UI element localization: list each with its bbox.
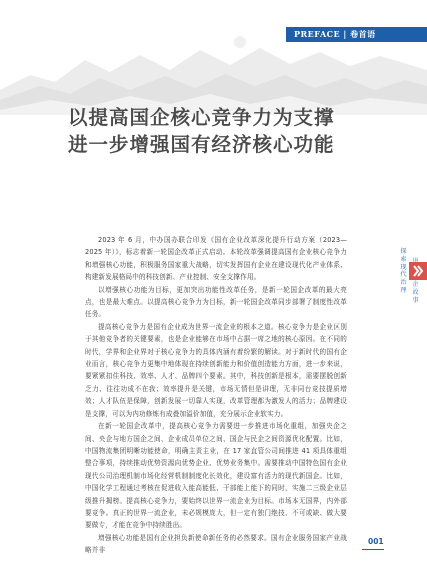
section-label: PREFACE | 卷首语 — [294, 29, 376, 39]
chevron-right-icon — [409, 262, 427, 280]
paragraph: 在新一轮国企改革中，提高核心竞争力需要进一步推进市场化重组，加强央企之间、央企与地方国企之间、企业成员单位之间、国企与民企之间资源优化配置。比如，中国物流集团明晰功能使命，明确主责主业，在 17 家直管公司间推进 41 项具体重组整合事项，持续推动优势资源向优势企业、优势业务集中。需要推动中国特色国有企业现代公司治理机制市场化经营机制制度化长效化，建设富有活力的现代新国企。比如，中国化学工程通过考核在促进收入能高能低、干部能上能下的同时，实施二三级企业层级推升揭榜。提高核心竞争力，要始终以世界一流企业为目标。市场本无国界，内外部要竞争。真正的世界一流企业，未必规模庞大，但一定有独门绝技、不可或缺、做大要要做专，才能在竞争中持续胜出。 — [85, 422, 347, 530]
side-slogan-1: 探索现代治理 — [400, 248, 407, 294]
article-body — [85, 234, 347, 557]
paragraph: 提高核心竞争力是国有企业成为世界一流企业的根本之道。核心竞争力是企业区别于其他竞争者的关键要素，也是企业能够在市场中占据一席之地的核心原因。在不同的时代，学界和企业界对于核心竞争力的具体内涵有着纷繁的解读。对于新时代的国有企业而言，核心竞争力更集中地体现在持续创新能力和价值创造能力方面，进一步来说，要紧紧扣住科技、效率、人才、品牌四个要素。其中，科技创新是根本，需要摆脱创新乏力、往往功成不在我；效率提升是关键，市场无情但是讲理，无非同台竞技提质增效；人才队伍是保障，创新发展一切靠人实现，改革管理都为激发人的活力；品牌建设是支撑，可以为内功修炼有成叠加溢价加值，充分展示企业软实力。 — [85, 322, 347, 418]
paragraph: 2023 年 6 月，中办国办联合印发《国有企业改革深化提升行动方案（2023—2025 年）》，标志着新一轮国企改革正式启动。本轮改革强调提高国有企业核心竞争力和增强核心功能，积极服务国家重大战略，切实发挥国有企业在建设现代化产业体系、构建新发展格局中的科技创新、产业控制、安全支撑作用。 — [85, 236, 347, 282]
paragraph: 以增强核心功能为目标，更加突出功能性改革任务，是新一轮国企改革的最大亮点，也是最大难点。以提高核心竞争力为目标，新一轮国企改革同步部署了制度性改革任务。 — [85, 285, 347, 319]
side-slogan-2: 企故事 — [412, 281, 419, 304]
page-title-line-2: 进一步增强国有经济核心功能 — [68, 133, 335, 156]
page-title-line-1: 以提高国企核心竞争力为支撑 — [68, 106, 335, 129]
page-number: 001 — [368, 537, 384, 546]
paragraph: 增强核心功能是国有企业担负新使命新任务的必然要求。国有企业服务国家产业战略并非 — [85, 533, 347, 555]
footer-divider — [362, 549, 384, 550]
